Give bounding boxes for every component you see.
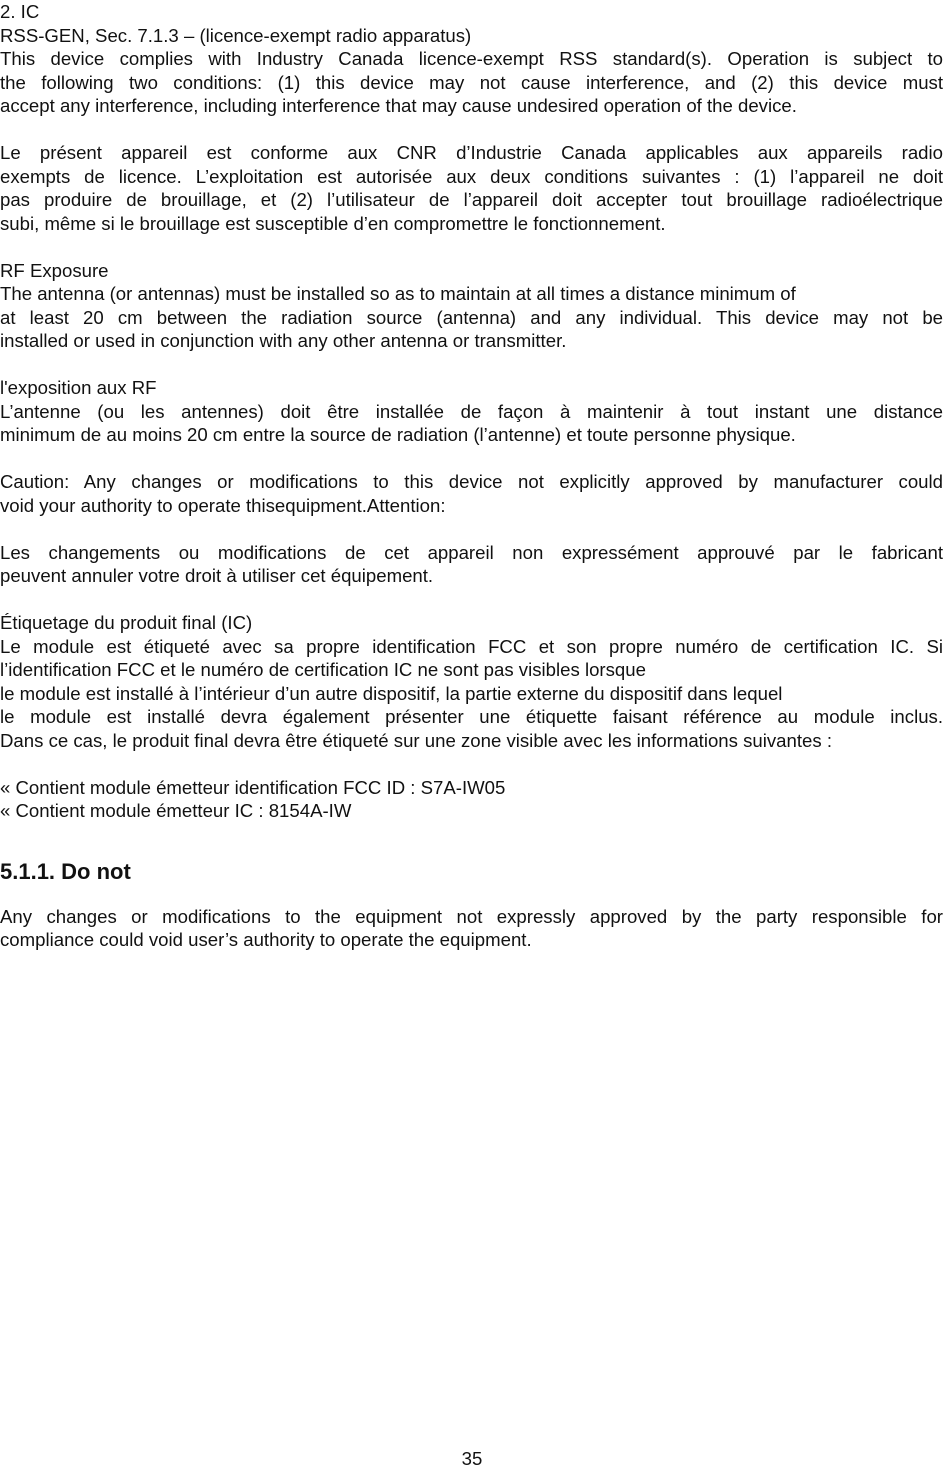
- etiquetage-title: Étiquetage du produit final (IC): [0, 612, 253, 633]
- ic-english-line: accept any interference, including interference that may cause undesired operation of the device.: [0, 95, 797, 116]
- ic-english-line: the following two conditions: (1) this device may not cause interference, and (2) this device must: [0, 71, 943, 93]
- section-511-line: Any changes or modifications to the equipment not expressly approved by the party responsible for: [0, 905, 943, 927]
- rf-exposure-line: The antenna (or antennas) must be installed so as to maintain at all times a distance minimum of: [0, 283, 796, 304]
- label-ic-id: « Contient module émetteur IC : 8154A-IW: [0, 800, 352, 821]
- ic-french-line: subi, même si le brouillage est susceptible d’en compromettre le fonctionnement.: [0, 212, 666, 234]
- section-heading: 5.1.1. Do not: [0, 858, 131, 884]
- etiquetage-line: le module est installé à l’intérieur d’un autre dispositif, la partie externe du dispositif dans lequel: [0, 682, 783, 704]
- ic-english-line: This device complies with Industry Canada licence-exempt RSS standard(s). Operation is subject to: [0, 48, 943, 69]
- rf-exposure-fr-line: minimum de au moins 20 cm entre la source de radiation (l’antenne) et toute personne physique.: [0, 424, 796, 445]
- rf-exposure-fr-title: l'exposition aux RF: [0, 377, 157, 398]
- caution-line: void your authority to operate thisequipment.Attention:: [0, 494, 446, 516]
- label-fcc-id: « Contient module émetteur identification FCC ID : S7A-IW05: [0, 776, 506, 798]
- etiquetage-line: le module est installé devra également présenter une étiquette faisant référence au module inclus.: [0, 706, 943, 727]
- page-number: 35: [461, 1448, 483, 1469]
- changements-line: Les changements ou modifications de cet appareil non expressément approuvé par le fabricant: [0, 541, 943, 563]
- changements-line: peuvent annuler votre droit à utiliser cet équipement.: [0, 565, 434, 586]
- ic-french-line: exempts de licence. L’exploitation est autorisée aux deux conditions suivantes : (1) l’appareil ne doit: [0, 165, 943, 187]
- ic-section-title: 2. IC: [0, 1, 40, 22]
- caution-line: Caution: Any changes or modifications to this device not explicitly approved by manufacturer could: [0, 471, 943, 492]
- rf-exposure-fr-line: L’antenne (ou les antennes) doit être installée de façon à maintenir à tout instant une distance: [0, 400, 943, 422]
- rf-exposure-title: RF Exposure: [0, 259, 109, 281]
- ic-french-line: pas produire de brouillage, et (2) l’utilisateur de l’appareil doit accepter tout brouillage radioélectrique: [0, 189, 943, 210]
- etiquetage-line: Le module est étiqueté avec sa propre identification FCC et son propre numéro de certification IC. Si: [0, 635, 943, 657]
- section-511-line: compliance could void user’s authority to operate the equipment.: [0, 929, 532, 950]
- rf-exposure-line: at least 20 cm between the radiation source (antenna) and any individual. This device may not be: [0, 306, 943, 328]
- rf-exposure-line: installed or used in conjunction with any other antenna or transmitter.: [0, 330, 567, 351]
- ic-reference: RSS-GEN, Sec. 7.1.3 – (licence-exempt radio apparatus): [0, 24, 472, 46]
- etiquetage-line: Dans ce cas, le produit final devra être étiqueté sur une zone visible avec les informations suivantes :: [0, 729, 832, 751]
- etiquetage-line: l’identification FCC et le numéro de certification IC ne sont pas visibles lorsque: [0, 659, 646, 680]
- ic-french-line: Le présent appareil est conforme aux CNR d’Industrie Canada applicables aux appareils radio: [0, 142, 943, 163]
